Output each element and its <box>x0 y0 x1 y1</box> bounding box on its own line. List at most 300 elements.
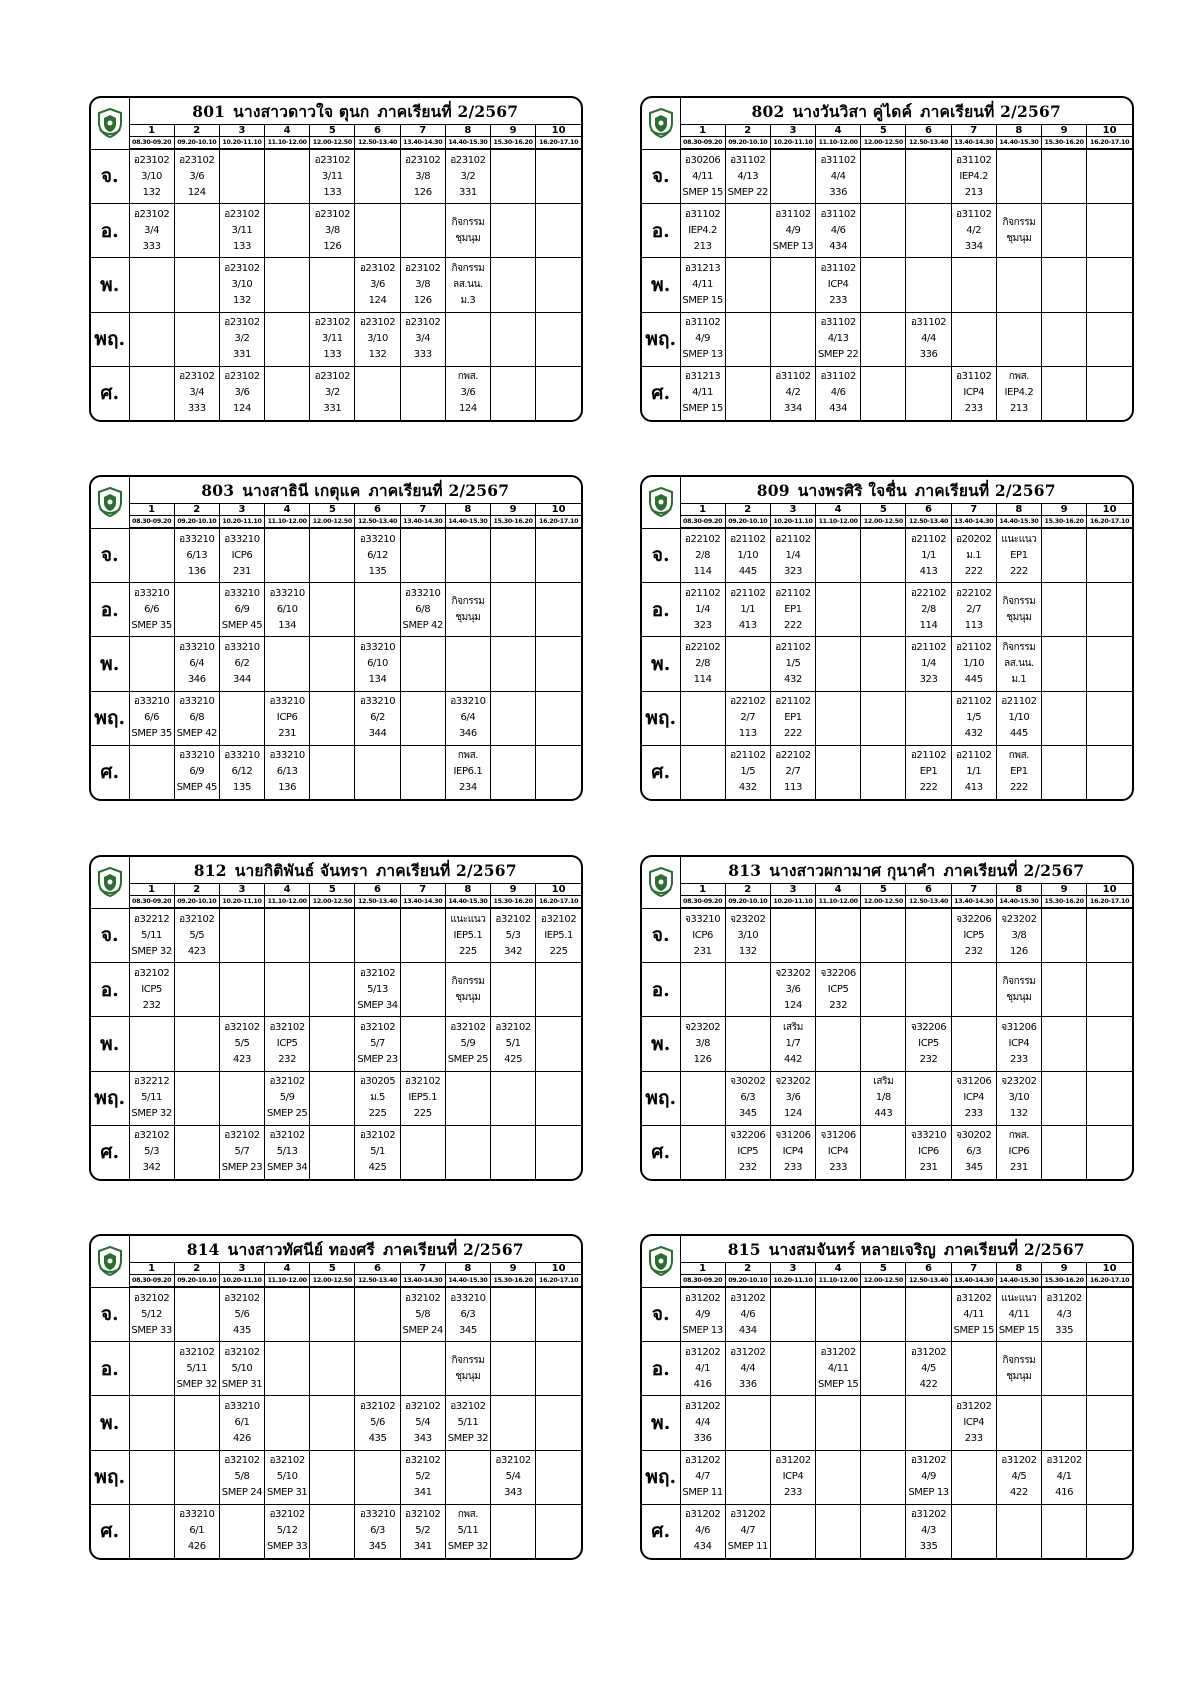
period-time: 12.50-13.40 <box>355 137 400 150</box>
card-title <box>680 857 1132 884</box>
cell-line: 4/11 <box>827 1362 849 1374</box>
period-time: 15.30-16.20 <box>491 516 536 529</box>
cell-line: ชุมนุม <box>1006 991 1032 1003</box>
cell-line: 341 <box>413 1487 432 1499</box>
schedule-cell <box>861 1504 906 1558</box>
schedule-cell <box>400 1396 445 1450</box>
period-number: 7 <box>951 504 996 516</box>
schedule-cell <box>219 149 264 204</box>
cell-line: อ31202 <box>730 1292 766 1304</box>
schedule-cell <box>174 583 219 637</box>
day-label: พ. <box>642 258 680 312</box>
period-number: 5 <box>861 504 906 516</box>
schedule-cell <box>491 1071 536 1125</box>
timetable-grid <box>91 477 581 799</box>
period-number: 6 <box>355 1263 400 1275</box>
cell-line: กพส. <box>457 1509 479 1521</box>
schedule-cell <box>725 528 770 583</box>
schedule-cell <box>680 1287 725 1342</box>
cell-line: จ23202 <box>775 967 811 979</box>
schedule-cell <box>129 1504 174 1558</box>
schedule-cell <box>491 366 536 420</box>
cell-line: 233 <box>964 403 983 415</box>
cell-line: อ23102 <box>314 154 351 166</box>
schedule-cell <box>725 149 770 204</box>
schedule-cell <box>725 745 770 799</box>
cell-line: อ31202 <box>956 1292 992 1304</box>
schedule-cell <box>1042 691 1087 745</box>
teacher-name: นางสาวผกามาศ กุนาคำ <box>769 860 936 880</box>
cell-line: อ32102 <box>179 913 215 925</box>
cell-line: 336 <box>738 1378 757 1390</box>
period-number: 7 <box>951 1263 996 1275</box>
schedule-cell <box>996 637 1041 691</box>
period-time: 10.20-11.10 <box>770 137 815 150</box>
cell-line: อ32102 <box>495 1455 531 1467</box>
period-time: 15.30-16.20 <box>1042 896 1087 909</box>
cell-line: 344 <box>233 674 251 686</box>
schedule-cell <box>174 1125 219 1179</box>
schedule-cell <box>400 312 445 366</box>
schedule-cell <box>1087 963 1132 1017</box>
schedule-cell <box>725 908 770 963</box>
schedule-cell <box>906 637 951 691</box>
cell-line: 1/4 <box>785 549 801 561</box>
cell-line: จ33210 <box>910 1130 947 1142</box>
cell-line: อ21102 <box>956 642 992 654</box>
schedule-cell <box>906 312 951 366</box>
schedule-cell <box>1087 258 1132 312</box>
cell-line: 336 <box>693 1433 712 1445</box>
cell-line: 1/1 <box>966 766 982 778</box>
cell-line: 3/2 <box>324 387 340 399</box>
cell-line: อ23102 <box>224 263 260 275</box>
schedule-cell <box>906 583 951 637</box>
schedule-cell <box>310 583 355 637</box>
schedule-cell <box>536 258 581 312</box>
timetable-grid <box>642 857 1132 1179</box>
period-time: 10.20-11.10 <box>219 516 264 529</box>
period-time: 12.50-13.40 <box>906 137 951 150</box>
period-time: 09.20-10.10 <box>725 896 770 909</box>
day-label: จ. <box>642 528 680 583</box>
schedule-cell <box>680 1071 725 1125</box>
period-time: 14.40-15.30 <box>445 137 490 150</box>
schedule-cell <box>129 1396 174 1450</box>
schedule-cell <box>680 583 725 637</box>
cell-line: อ31202 <box>684 1401 721 1413</box>
schedule-cell <box>906 1125 951 1179</box>
schedule-cell <box>536 366 581 420</box>
schedule-cell <box>355 691 400 745</box>
room-code: 809 <box>756 480 790 500</box>
cell-line: อ31202 <box>730 1509 766 1521</box>
schedule-cell <box>861 908 906 963</box>
schedule-cell <box>770 1342 815 1396</box>
schedule-cell <box>951 1017 996 1071</box>
period-time: 11.10-12.00 <box>816 896 861 909</box>
cell-line: 6/8 <box>189 712 205 724</box>
schedule-cell <box>725 204 770 258</box>
cell-line: ICP6 <box>231 549 253 561</box>
day-label: พฤ. <box>642 312 680 366</box>
period-time: 13.40-14.30 <box>400 1275 445 1288</box>
cell-line: ICP5 <box>276 1038 298 1050</box>
cell-line: อ22102 <box>775 750 811 762</box>
period-time: 12.00-12.50 <box>310 896 355 909</box>
period-time: 16.20-17.10 <box>1087 137 1132 150</box>
cell-line: อ31102 <box>820 263 856 275</box>
cell-line: 5/13 <box>367 983 388 995</box>
cell-line: 333 <box>142 240 161 252</box>
schedule-cell <box>770 637 815 691</box>
cell-line: 233 <box>784 1487 802 1499</box>
cell-line: 5/11 <box>457 1417 479 1429</box>
cell-line: SMEP 42 <box>176 728 217 740</box>
cell-line: 133 <box>323 186 342 198</box>
cell-line: 335 <box>1055 1324 1074 1336</box>
period-number: 5 <box>861 125 906 137</box>
schedule-cell <box>951 1342 996 1396</box>
cell-line: อ31202 <box>684 1292 721 1304</box>
schedule-cell <box>680 1342 725 1396</box>
cell-line: อ33210 <box>224 1401 260 1413</box>
cell-line: 134 <box>368 674 387 686</box>
schedule-cell <box>1087 204 1132 258</box>
schedule-cell <box>445 1396 490 1450</box>
schedule-cell <box>355 528 400 583</box>
cell-line: จ30202 <box>956 1130 992 1142</box>
cell-line: ICP4 <box>963 387 985 399</box>
schedule-cell <box>951 583 996 637</box>
cell-line: 426 <box>233 1433 251 1445</box>
cell-line: 6/3 <box>370 1525 385 1537</box>
schedule-cell <box>129 528 174 583</box>
schedule-cell <box>445 691 490 745</box>
day-label: พ. <box>91 1396 129 1450</box>
cell-line: อ33210 <box>359 533 396 545</box>
day-label: ศ. <box>91 1125 129 1179</box>
period-number: 8 <box>996 504 1041 516</box>
cell-line: 3/6 <box>234 387 250 399</box>
cell-line: 222 <box>784 619 802 631</box>
schedule-cell <box>355 963 400 1017</box>
period-time: 11.10-12.00 <box>816 1275 861 1288</box>
period-number: 7 <box>400 504 445 516</box>
schedule-cell <box>906 963 951 1017</box>
schedule-cell <box>219 204 264 258</box>
period-time: 12.50-13.40 <box>355 896 400 909</box>
period-number: 2 <box>725 884 770 896</box>
cell-line: อ21102 <box>684 587 721 599</box>
cell-line: 345 <box>738 1108 757 1120</box>
cell-line: 132 <box>368 349 387 361</box>
cell-line: SMEP 15 <box>998 1324 1040 1336</box>
cell-line: อ32212 <box>133 1076 170 1088</box>
schedule-cell <box>129 312 174 366</box>
cell-line: 231 <box>278 728 297 740</box>
schedule-cell <box>355 1125 400 1179</box>
cell-line: อ32102 <box>224 1455 260 1467</box>
schedule-cell <box>310 1450 355 1504</box>
cell-line: 222 <box>1009 565 1028 577</box>
period-time: 11.10-12.00 <box>265 896 310 909</box>
logo-cell <box>91 477 129 528</box>
period-number: 3 <box>219 504 264 516</box>
schedule-cell <box>265 1071 310 1125</box>
period-time: 15.30-16.20 <box>1042 516 1087 529</box>
cell-line: กิจกรรม <box>1002 595 1036 607</box>
schedule-cell <box>536 908 581 963</box>
schedule-cell <box>1042 1071 1087 1125</box>
room-code: 815 <box>727 1239 761 1259</box>
cell-line: อ23102 <box>450 154 486 166</box>
period-time: 08.30-09.20 <box>680 516 725 529</box>
period-time: 12.00-12.50 <box>861 896 906 909</box>
schedule-cell <box>129 1287 174 1342</box>
cell-line: อ31202 <box>910 1346 947 1358</box>
cell-line: 222 <box>784 728 802 740</box>
cell-line: 6/2 <box>234 658 250 670</box>
schedule-cell <box>491 1017 536 1071</box>
schedule-cell <box>219 528 264 583</box>
cell-line: 4/6 <box>695 1525 711 1537</box>
schedule-cell <box>355 583 400 637</box>
schedule-cell <box>491 908 536 963</box>
cell-line: 132 <box>142 186 161 198</box>
period-time: 09.20-10.10 <box>174 896 219 909</box>
cell-line: ICP4 <box>1008 1038 1030 1050</box>
cell-line: อ22102 <box>684 533 721 545</box>
schedule-cell <box>174 258 219 312</box>
period-number: 1 <box>680 1263 725 1275</box>
day-label: พ. <box>91 258 129 312</box>
schedule-cell <box>400 583 445 637</box>
schedule-cell <box>906 1396 951 1450</box>
schedule-cell <box>996 149 1041 204</box>
schedule-cell <box>174 528 219 583</box>
schedule-cell <box>445 366 490 420</box>
cell-line: 5/10 <box>231 1362 253 1374</box>
cell-line: อ31202 <box>1046 1455 1082 1467</box>
schedule-cell <box>770 149 815 204</box>
period-number: 8 <box>996 1263 1041 1275</box>
room-code: 801 <box>192 101 226 121</box>
schedule-cell <box>355 1396 400 1450</box>
cell-line: อ31202 <box>684 1509 721 1521</box>
cell-line: อ33210 <box>179 696 215 708</box>
cell-line: อ32102 <box>269 1455 305 1467</box>
schedule-cell <box>400 691 445 745</box>
teacher-name: นางสาธินี เกตุแค <box>242 480 361 500</box>
schedule-cell <box>816 1017 861 1071</box>
cell-line: อ32102 <box>224 1130 260 1142</box>
cell-line: 4/1 <box>1056 1471 1072 1483</box>
schedule-cell <box>219 745 264 799</box>
cell-line: 422 <box>1009 1487 1028 1499</box>
cell-line: 136 <box>187 565 206 577</box>
period-time: 12.50-13.40 <box>355 516 400 529</box>
schedule-cell <box>265 149 310 204</box>
cell-line: อ21102 <box>1001 696 1037 708</box>
cell-line: กิจกรรม <box>1002 216 1036 228</box>
cell-line: 3/8 <box>415 170 431 182</box>
schedule-cell <box>680 528 725 583</box>
timetable-grid <box>642 477 1132 799</box>
schedule-cell <box>219 1017 264 1071</box>
schedule-cell <box>951 908 996 963</box>
period-number: 8 <box>445 1263 490 1275</box>
cell-line: 432 <box>964 728 983 740</box>
cell-line: อ32102 <box>269 1509 305 1521</box>
cell-line: จ32206 <box>820 967 856 979</box>
cell-line: 2/7 <box>740 712 756 724</box>
cell-line: อ33210 <box>269 587 305 599</box>
schedule-cell <box>400 1342 445 1396</box>
schedule-cell <box>400 745 445 799</box>
cell-line: ม.1 <box>1011 674 1027 686</box>
cell-line: 4/11 <box>692 279 714 291</box>
schedule-cell <box>1087 908 1132 963</box>
cell-line: 1/1 <box>740 603 756 615</box>
period-time: 09.20-10.10 <box>174 1275 219 1288</box>
schedule-cell <box>996 1342 1041 1396</box>
cell-line: EP1 <box>1010 549 1028 561</box>
cell-line: 233 <box>829 295 848 307</box>
cell-line: ICP4 <box>782 1146 804 1158</box>
cell-line: 114 <box>693 565 712 577</box>
room-code: 812 <box>193 860 227 880</box>
cell-line: อ32102 <box>405 1401 441 1413</box>
cell-line: อ33210 <box>133 587 170 599</box>
schedule-cell <box>680 908 725 963</box>
cell-line: อ32102 <box>405 1455 441 1467</box>
schedule-cell <box>816 637 861 691</box>
cell-line: อ30206 <box>684 154 721 166</box>
schedule-cell <box>445 312 490 366</box>
cell-line: 1/4 <box>695 603 711 615</box>
schedule-cell <box>951 691 996 745</box>
cell-line: SMEP 32 <box>176 1378 217 1390</box>
schedule-cell <box>1087 312 1132 366</box>
schedule-cell <box>861 745 906 799</box>
cell-line: ชุมนุม <box>455 232 481 244</box>
logo-cell <box>642 477 680 528</box>
period-time: 14.40-15.30 <box>445 516 490 529</box>
schedule-cell <box>536 1504 581 1558</box>
period-time: 16.20-17.10 <box>1087 896 1132 909</box>
cell-line: IEP6.1 <box>453 766 483 778</box>
schedule-cell <box>725 1071 770 1125</box>
schedule-cell <box>1087 1342 1132 1396</box>
period-time: 14.40-15.30 <box>445 1275 490 1288</box>
schedule-cell <box>770 258 815 312</box>
day-label: ศ. <box>642 366 680 420</box>
room-code: 803 <box>201 480 235 500</box>
cell-line: อ31102 <box>684 208 721 220</box>
cell-line: จ31206 <box>1001 1022 1037 1034</box>
schedule-cell <box>1042 1396 1087 1450</box>
cell-line: SMEP 15 <box>817 1378 859 1390</box>
period-time: 16.20-17.10 <box>536 896 581 909</box>
cell-line: 345 <box>368 1541 387 1553</box>
period-number: 6 <box>355 125 400 137</box>
cell-line: 6/13 <box>186 549 208 561</box>
card-title <box>129 477 581 504</box>
cell-line: 232 <box>964 945 983 957</box>
cell-line: อ23102 <box>224 208 260 220</box>
cell-line: 4/11 <box>963 1308 985 1320</box>
cell-line: 222 <box>919 782 938 794</box>
teacher-timetable-card <box>89 1234 583 1560</box>
schedule-cell <box>861 366 906 420</box>
schedule-cell <box>770 528 815 583</box>
cell-line: ชุมนุม <box>1006 232 1032 244</box>
schedule-cell <box>996 583 1041 637</box>
schedule-cell <box>1087 1450 1132 1504</box>
cell-line: SMEP 23 <box>357 1054 398 1066</box>
period-time: 11.10-12.00 <box>816 137 861 150</box>
schedule-cell <box>996 1450 1041 1504</box>
period-time: 15.30-16.20 <box>491 896 536 909</box>
cell-line: อ32102 <box>179 1346 215 1358</box>
schedule-cell <box>680 1125 725 1179</box>
schedule-cell <box>725 963 770 1017</box>
schedule-cell <box>536 1450 581 1504</box>
cell-line: อ21102 <box>910 533 947 545</box>
cell-line: 4/11 <box>692 387 714 399</box>
cell-line: 333 <box>413 349 432 361</box>
cell-line: อ22102 <box>684 642 721 654</box>
schedule-cell <box>265 1450 310 1504</box>
cell-line: EP1 <box>784 712 802 724</box>
cell-line: 3/8 <box>415 279 431 291</box>
schedule-cell <box>310 963 355 1017</box>
schedule-cell <box>265 366 310 420</box>
cell-line: 4/13 <box>737 170 759 182</box>
cell-line: อ33210 <box>359 642 396 654</box>
schedule-cell <box>174 691 219 745</box>
period-number: 7 <box>951 884 996 896</box>
schedule-cell <box>310 1017 355 1071</box>
cell-line: แนะแนว <box>1001 1292 1037 1304</box>
cell-line: 6/9 <box>189 766 205 778</box>
cell-line: อ21102 <box>730 750 766 762</box>
period-number: 3 <box>219 884 264 896</box>
cell-line: อ32102 <box>359 1022 396 1034</box>
cell-line: 2/8 <box>695 549 711 561</box>
cell-line: 6/9 <box>234 603 250 615</box>
period-time: 10.20-11.10 <box>770 1275 815 1288</box>
schedule-cell <box>536 149 581 204</box>
cell-line: อ23102 <box>224 317 260 329</box>
schedule-cell <box>491 204 536 258</box>
schedule-cell <box>1087 366 1132 420</box>
cell-line: 5/11 <box>141 1092 163 1104</box>
period-number: 9 <box>1042 884 1087 896</box>
schedule-cell <box>951 204 996 258</box>
schedule-cell <box>680 204 725 258</box>
cell-line: 3/10 <box>141 170 163 182</box>
schedule-cell <box>1042 1342 1087 1396</box>
schedule-cell <box>906 745 951 799</box>
schedule-cell <box>310 1125 355 1179</box>
schedule-cell <box>951 312 996 366</box>
cell-line: 5/1 <box>370 1146 385 1158</box>
schedule-cell <box>400 366 445 420</box>
period-time: 08.30-09.20 <box>680 1275 725 1288</box>
schedule-cell <box>770 963 815 1017</box>
